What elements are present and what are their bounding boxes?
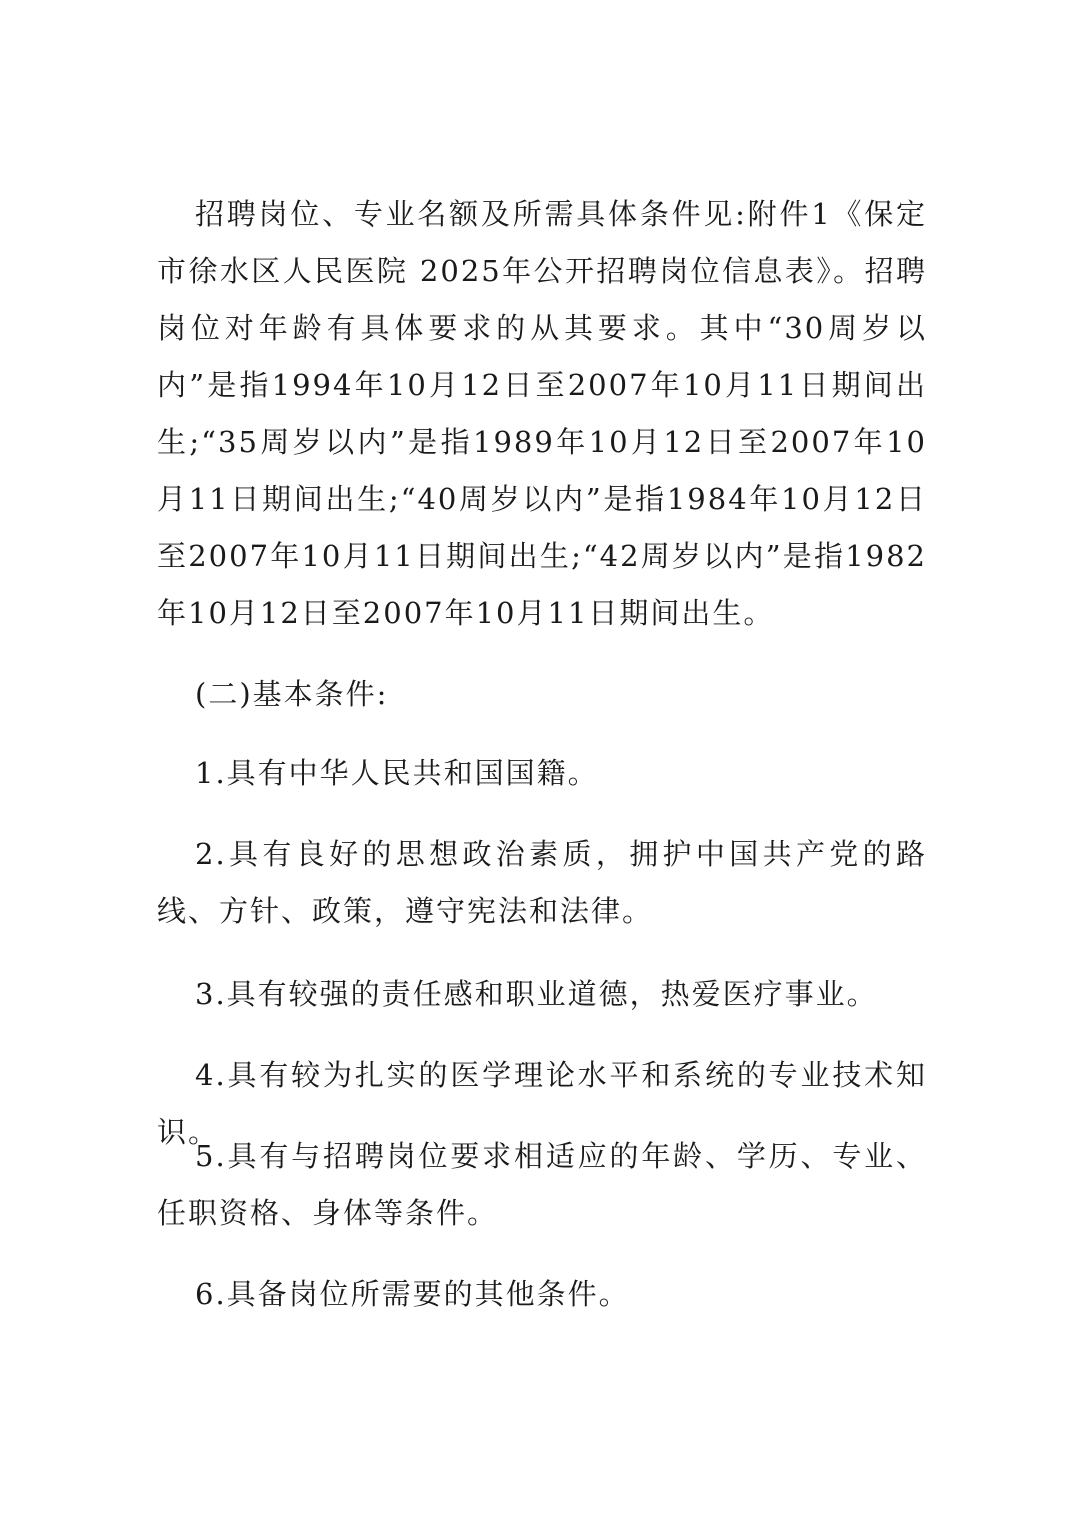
condition-item-4: 4.具有较为扎实的医学理论水平和系统的专业技术知识。 bbox=[157, 1058, 927, 1149]
condition-item-5: 5.具有与招聘岗位要求相适应的年龄、学历、专业、任职资格、身体等条件。 bbox=[157, 1139, 927, 1230]
condition-item-6: 6.具备岗位所需要的其他条件。 bbox=[195, 1277, 630, 1311]
condition-item-3: 3.具有较强的责任感和职业道德，热爱医疗事业。 bbox=[195, 977, 878, 1011]
section-heading: (二)基本条件: bbox=[195, 677, 389, 711]
condition-item-1: 1.具有中华人民共和国国籍。 bbox=[195, 756, 599, 790]
condition-item-2: 2.具有良好的思想政治素质，拥护中国共产党的路线、方针、政策，遵守宪法和法律。 bbox=[157, 837, 927, 928]
intro-paragraph: 招聘岗位、专业名额及所需具体条件见:附件1《保定市徐水区人民医院 2025年公开招聘岗位信息表》。招聘岗位对年龄有具体要求的从其要求。其中“30周岁以内”是指1994年10月12日至2007年10月11日期间出生;“35周岁以内”是指1989年10月12日至2007年10月11日期间出生;“40周岁以内”是指1984年10月12日至2007年10月11日期间出生;“42周岁以内”是指1982年10月12日至2007年10月11日期间出生。 bbox=[157, 197, 927, 630]
